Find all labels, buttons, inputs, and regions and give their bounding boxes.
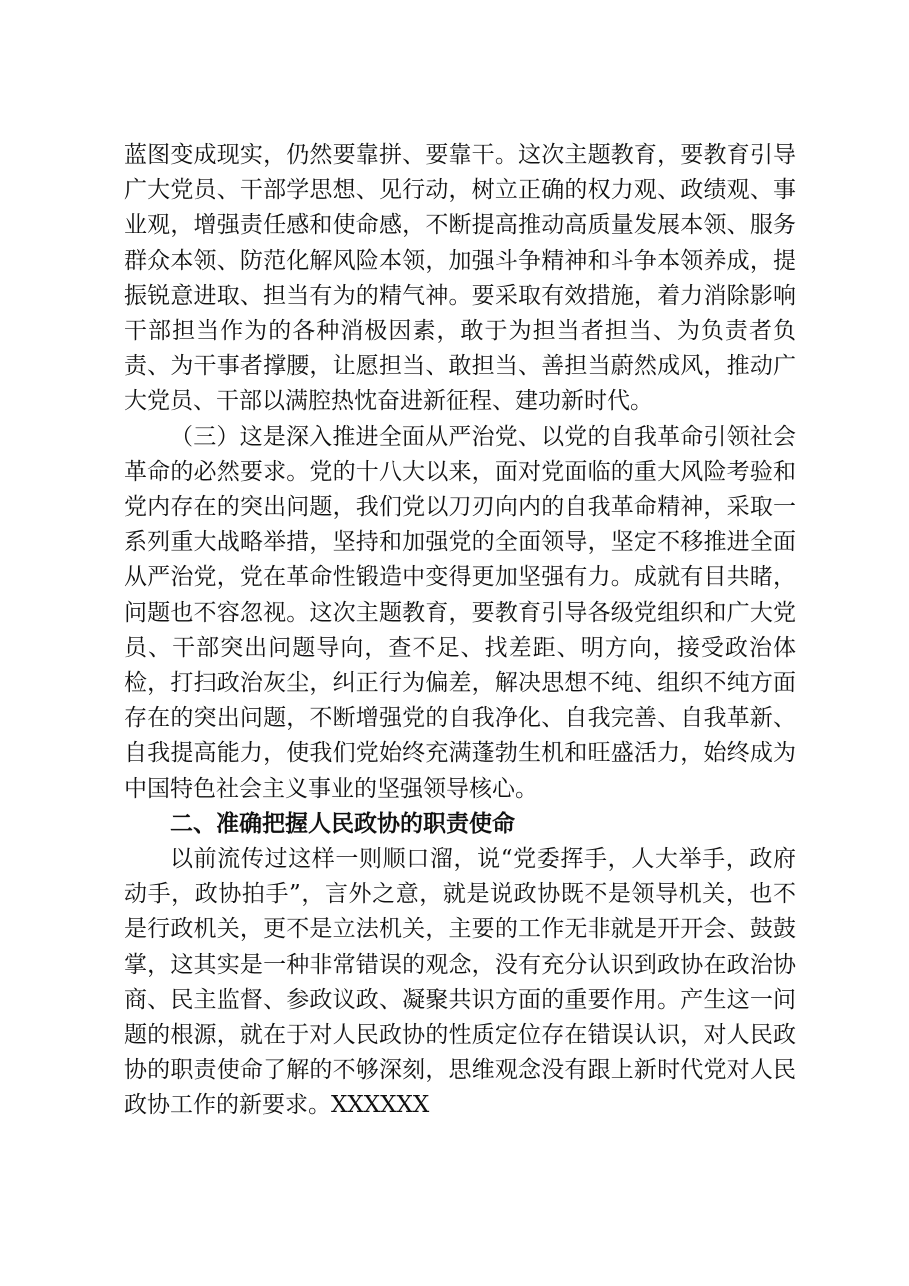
- paragraph-section-three: （三）这是深入推进全面从严治党、以党的自我革命引领社会革命的必然要求。党的十八大以来，面对党面临的重大风险考验和党内存在的突出问题，我们党以刀刃向内的自我革命精神，采取一系列重大战略举措，坚持和加强党的全面领导，坚定不移推进全面从严治党，党在革命性锻造中变得更加坚强有力。成就有目共睹，问题也不容忽视。这次主题教育，要教育引导各级党组织和广大党员、干部突出问题导向，查不足、找差距、明方向，接受政治体检，打扫政治灰尘，纠正行为偏差，解决思想不纯、组织不纯方面存在的突出问题，不断增强党的自我净化、自我完善、自我革新、自我提高能力，使我们党始终充满蓬勃生机和旺盛活力，始终成为中国特色社会主义事业的坚强领导核心。: [124, 423, 796, 802]
- section-heading: 二、准确把握人民政协的职责使命: [170, 810, 515, 837]
- paragraph-continuation: 蓝图变成现实，仍然要靠拼、要靠干。这次主题教育，要教育引导广大党员、干部学思想、见行动，树立正确的权力观、政绩观、事业观，增强责任感和使命感，不断提高推动高质量发展本领、服务群众本领、防范化解风险本领，加强斗争精神和斗争本领养成，提振锐意进取、担当有为的精气神。要采取有效措施，着力消除影响干部担当作为的各种消极因素，敢于为担当者担当、为负责者负责、为干事者撑腰，让愿担当、敢担当、善担当蔚然成风，推动广大党员、干部以满腔热忱奋进新征程、建功新时代。: [124, 142, 796, 415]
- paragraph-body: 以前流传过这样一则顺口溜，说“党委挥手，人大举手，政府动手，政协拍手”，言外之意，就是说政协既不是领导机关，也不是行政机关，更不是立法机关，主要的工作无非就是开开会、鼓鼓掌，这其实是一种非常错误的观念，没有充分认识到政协在政治协商、民主监督、参政议政、凝聚共识方面的重要作用。产生这一问题的根源，就在于对人民政协的性质定位存在错误认识，对人民政协的职责使命了解的不够深刻，思维观念没有跟上新时代党对人民政协工作的新要求。XXXXXX: [124, 846, 796, 1119]
- document-body: [124, 138, 796, 1124]
